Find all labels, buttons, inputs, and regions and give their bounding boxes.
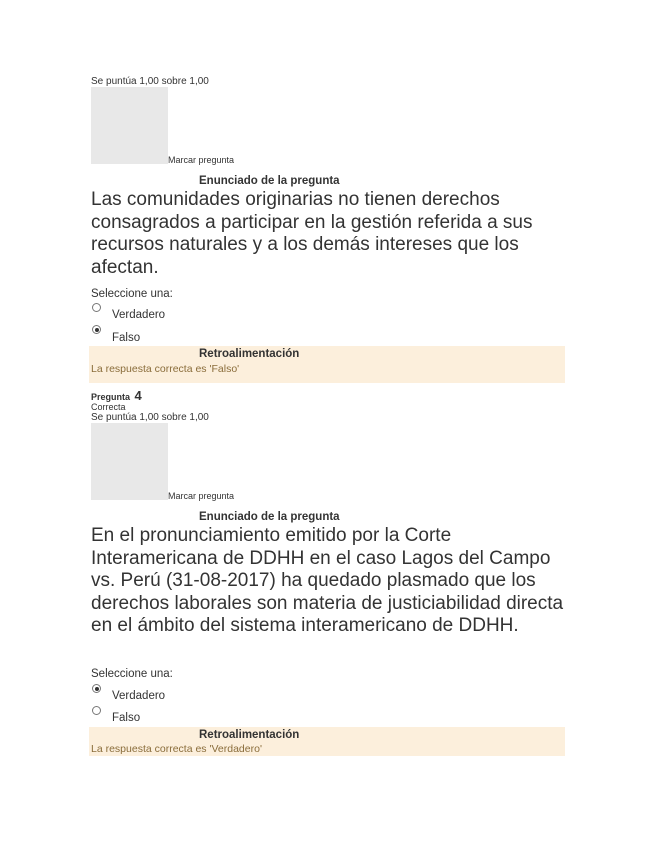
status-text: Correcta xyxy=(91,402,126,412)
feedback-text: La respuesta correcta es 'Falso' xyxy=(91,363,240,375)
select-prompt: Seleccione una: xyxy=(91,288,173,300)
flag-question-link[interactable]: Marcar pregunta xyxy=(168,155,235,165)
radio-button[interactable] xyxy=(92,303,101,312)
statement-heading: Enunciado de la pregunta xyxy=(199,511,340,523)
flag-question-icon[interactable] xyxy=(91,423,168,500)
question-text: Las comunidades originarias no tienen derechos consagrados a participar en la gestión referida a sus recursos naturales y a los demás intereses que los afectan. xyxy=(91,189,533,278)
statement-heading: Enunciado de la pregunta xyxy=(199,175,340,187)
feedback-heading: Retroalimentación xyxy=(199,729,300,741)
radio-button[interactable] xyxy=(92,706,101,715)
feedback-panel xyxy=(89,727,565,756)
select-prompt: Seleccione una: xyxy=(91,668,173,680)
option-label[interactable]: Verdadero xyxy=(112,690,166,702)
feedback-panel xyxy=(89,346,565,383)
option-label[interactable]: Falso xyxy=(112,332,141,344)
option-label[interactable]: Falso xyxy=(112,712,141,724)
grade-text: Se puntúa 1,00 sobre 1,00 xyxy=(91,412,209,423)
grade-text: Se puntúa 1,00 sobre 1,00 xyxy=(91,76,209,87)
flag-question-icon[interactable] xyxy=(91,87,168,164)
question-label: Pregunta xyxy=(91,392,131,402)
question-text: En el pronunciamiento emitido por la Corte Interamericana de DDHH en el caso Lagos del Campo vs. Perú (31-08-2017) ha quedado plasmado que los derechos laborales son materia de justiciabilidad directa en el ámbito del sistema interamericano de DDHH. xyxy=(91,525,564,636)
radio-button-checked[interactable] xyxy=(92,684,101,693)
feedback-heading: Retroalimentación xyxy=(199,348,300,360)
question-number-value: 4 xyxy=(134,388,142,403)
option-label[interactable]: Verdadero xyxy=(112,309,166,321)
radio-button-checked[interactable] xyxy=(92,325,101,334)
flag-question-link[interactable]: Marcar pregunta xyxy=(168,491,235,501)
feedback-text: La respuesta correcta es 'Verdadero' xyxy=(91,743,262,755)
